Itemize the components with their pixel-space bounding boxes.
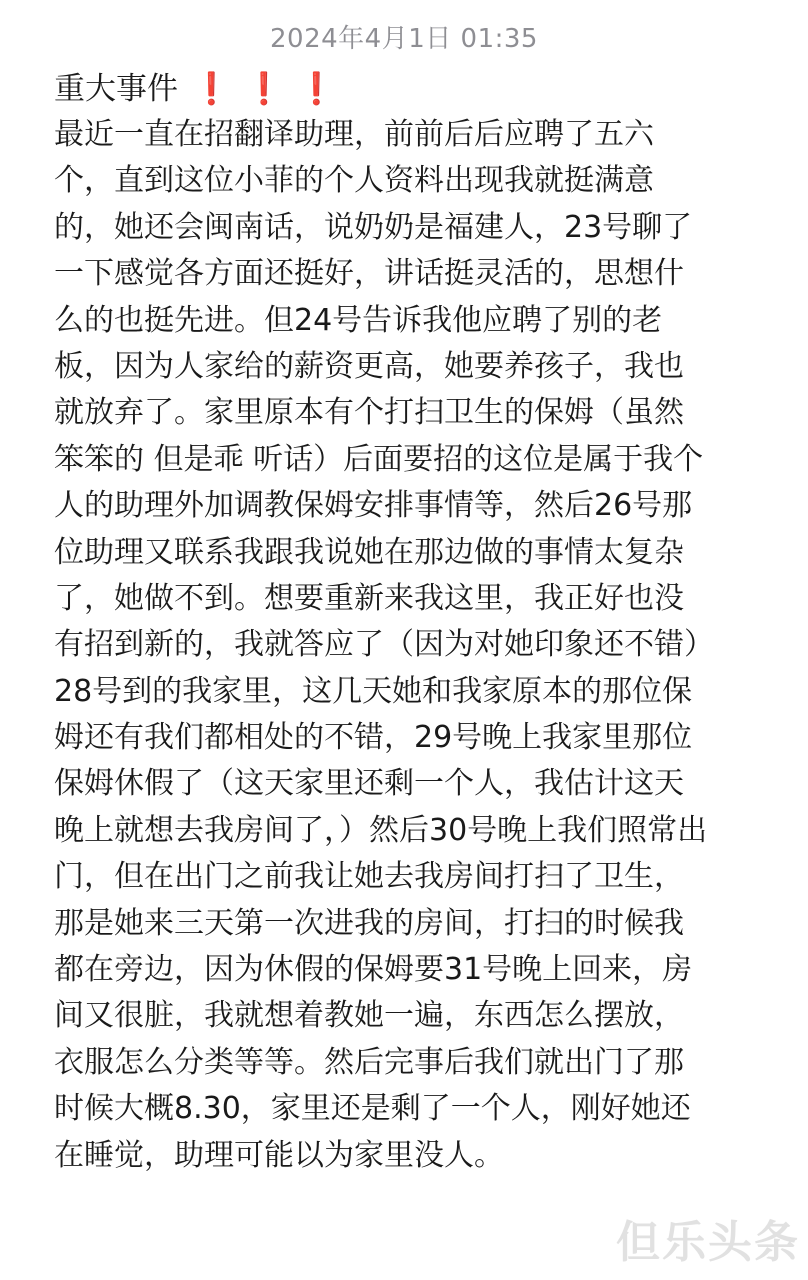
note-text-line: 最近一直在招翻译助理，前前后后应聘了五六 bbox=[54, 117, 654, 152]
note-text-line: 晚上就想去我房间了，）然后30号晚上我们照常出 bbox=[54, 812, 708, 848]
note-text-line: 在睡觉，助理可能以为家里没人。 bbox=[54, 1137, 504, 1173]
note-text-line: 么的也挺先进。但24号告诉我他应聘了别的老 bbox=[54, 302, 663, 338]
note-text-line: 笨笨的 但是乖 听话）后面要招的这位是属于我个 bbox=[54, 441, 704, 477]
note-text-line: 那是她来三天第一次进我的房间，打扫的时候我 bbox=[54, 905, 684, 941]
exclamation-icon: ❗ bbox=[192, 71, 231, 107]
note-text-line: 有招到新的，我就答应了（因为对她印象还不错） bbox=[54, 627, 714, 663]
note-text-line: 保姆休假了（这天家里还剩一个人，我估计这天 bbox=[54, 766, 684, 802]
note-text-line: 就放弃了。家里原本有个打扫卫生的保姆（虽然 bbox=[54, 395, 684, 431]
exclamation-icon: ❗ bbox=[297, 71, 336, 107]
note-text-line: 的，她还会闽南话，说奶奶是福建人，23号聊了 bbox=[54, 209, 693, 245]
note-title: 重大事件 bbox=[54, 71, 178, 107]
note-title-line bbox=[54, 66, 766, 112]
note-text-line: 门，但在出门之前我让她去我房间打扫了卫生， bbox=[54, 859, 684, 895]
note-body[interactable] bbox=[54, 66, 766, 1179]
note-text-line: 人的助理外加调教保姆安排事情等，然后26号那 bbox=[54, 488, 693, 524]
note-text-line: 时候大概8.30，家里还是剩了一个人，刚好她还 bbox=[54, 1091, 691, 1127]
note-text-line: 间又很脏，我就想着教她一遍，东西怎么摆放， bbox=[54, 998, 684, 1034]
note-text-line: 一下感觉各方面还挺好，讲话挺灵活的，思想什 bbox=[54, 256, 684, 292]
note-text-line: 姆还有我们都相处的不错，29号晚上我家里那位 bbox=[54, 720, 693, 756]
note-text-line: 个，直到这位小菲的个人资料出现我就挺满意 bbox=[54, 163, 654, 199]
note-text-line: 了，她做不到。想要重新来我这里，我正好也没 bbox=[54, 580, 684, 616]
note-text-line: 衣服怎么分类等等。然后完事后我们就出门了那 bbox=[54, 1044, 684, 1080]
note-text-line: 28号到的我家里，这几天她和我家原本的那位保 bbox=[54, 673, 693, 709]
note-text-line: 都在旁边，因为休假的保姆要31号晚上回来，房 bbox=[54, 952, 693, 988]
note-text-line: 位助理又联系我跟我说她在那边做的事情太复杂 bbox=[54, 534, 684, 570]
exclamation-icon: ❗ bbox=[244, 71, 284, 107]
note-timestamp: 2024年4月1日 01:35 bbox=[270, 24, 538, 54]
note-text-line: 板，因为人家给的薪资更高，她要养孩子，我也 bbox=[54, 348, 684, 384]
watermark-logo: 但乐头条 bbox=[616, 1217, 800, 1268]
